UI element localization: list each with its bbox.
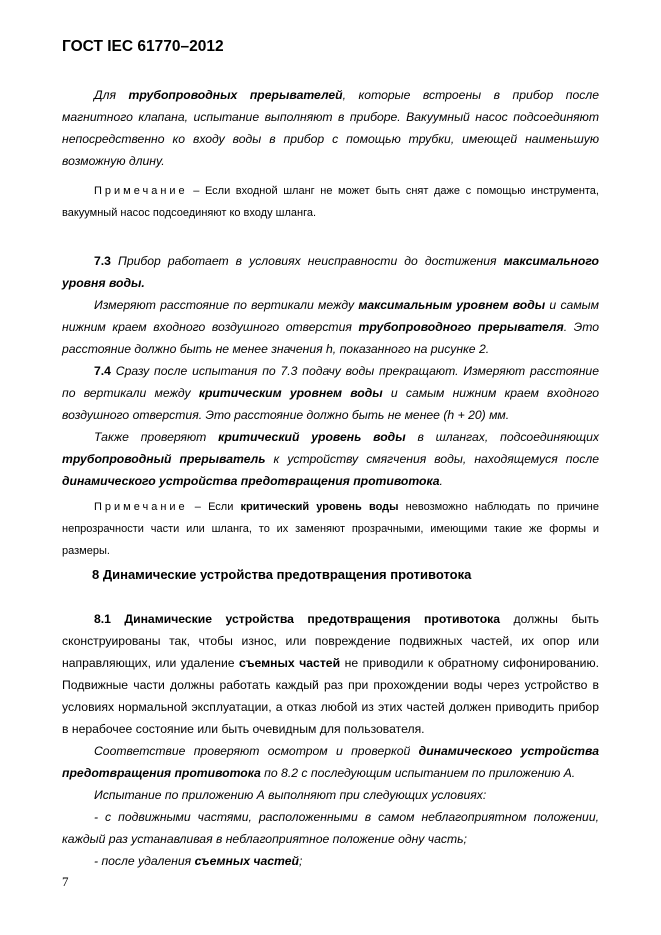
clause-7-4: 7.4 Сразу после испытания по 7.3 подачу воды прекращают. Измеряют расстояние по вертикали между критическим уровнем воды и самым нижним краем входного воздушного отверстия. Это расстояние должно быть не менее (h + 20) мм. <box>62 364 599 422</box>
clause-7-3: 7.3 Прибор работает в условиях неисправности до достижения максимального уровня воды. <box>62 254 599 290</box>
paragraph-pipe-interrupters: Для трубопроводных прерывателей, которые встроены в прибор после магнитного клапана, испытание выполняют в приборе. Вакуумный насос подсоединяют непосредственно ко входу воды в прибор с помощью трубки, имеющей наименьшую возможную длину. <box>62 88 600 168</box>
page-number: 7 <box>62 874 69 889</box>
clause-7-3-measure: Измеряют расстояние по вертикали между максимальным уровнем воды и самым нижним краем входного воздушного отверстия трубопроводного прерывателя. Это расстояние должно быть не менее значения h, показанного на рисунке 2. <box>62 298 599 356</box>
document-header: ГОСТ IEC 61770–2012 <box>62 38 224 55</box>
clause-8-1: 8.1 Динамические устройства предотвращения противотока должны быть сконструированы так, чтобы износ, или повреждение подвижных частей, их опор или направляющих, или удаление съемных частей не приводили к обратному сифонированию. Подвижные части должны работать каждый раз при прохождении воды через устройство в условиях нормальной эксплуатации, а отказ любой из этих частей должен приводить прибор в нерабочее состояние или быть очевидным для пользователя. <box>62 612 600 736</box>
condition-moving-parts: - с подвижными частями, расположенными в самом неблагоприятном положении, каждый раз устанавливая в неблагоприятное положение одну часть; <box>62 810 599 846</box>
clause-7-4-hoses: Также проверяют критический уровень воды в шлангах, подсоединяющих трубопроводный прерыватель к устройству смягчения воды, находящемуся после динамического устройства предотвращения противотока. <box>62 430 600 488</box>
note-2: Примечание – Если критический уровень воды невозможно наблюдать по причине непрозрачности части или шланга, то их заменяют прозрачными, имеющими такие же формы и размеры. <box>62 501 599 557</box>
section-8-heading: 8 Динамические устройства предотвращения противотока <box>92 567 472 582</box>
clause-8-1-conditions: Испытание по приложению А выполняют при следующих условиях: <box>94 788 487 802</box>
condition-removable-parts: - после удаления съемных частей; <box>94 854 303 868</box>
clause-8-1-compliance: Соответствие проверяют осмотром и проверкой динамического устройства предотвращения противотока по 8.2 с последующим испытанием по приложению А. <box>62 744 599 780</box>
note-1: Примечание – Если входной шланг не может быть снят даже с помощью инструмента, вакуумный насос подсоединяют ко входу шланга. <box>62 185 599 219</box>
